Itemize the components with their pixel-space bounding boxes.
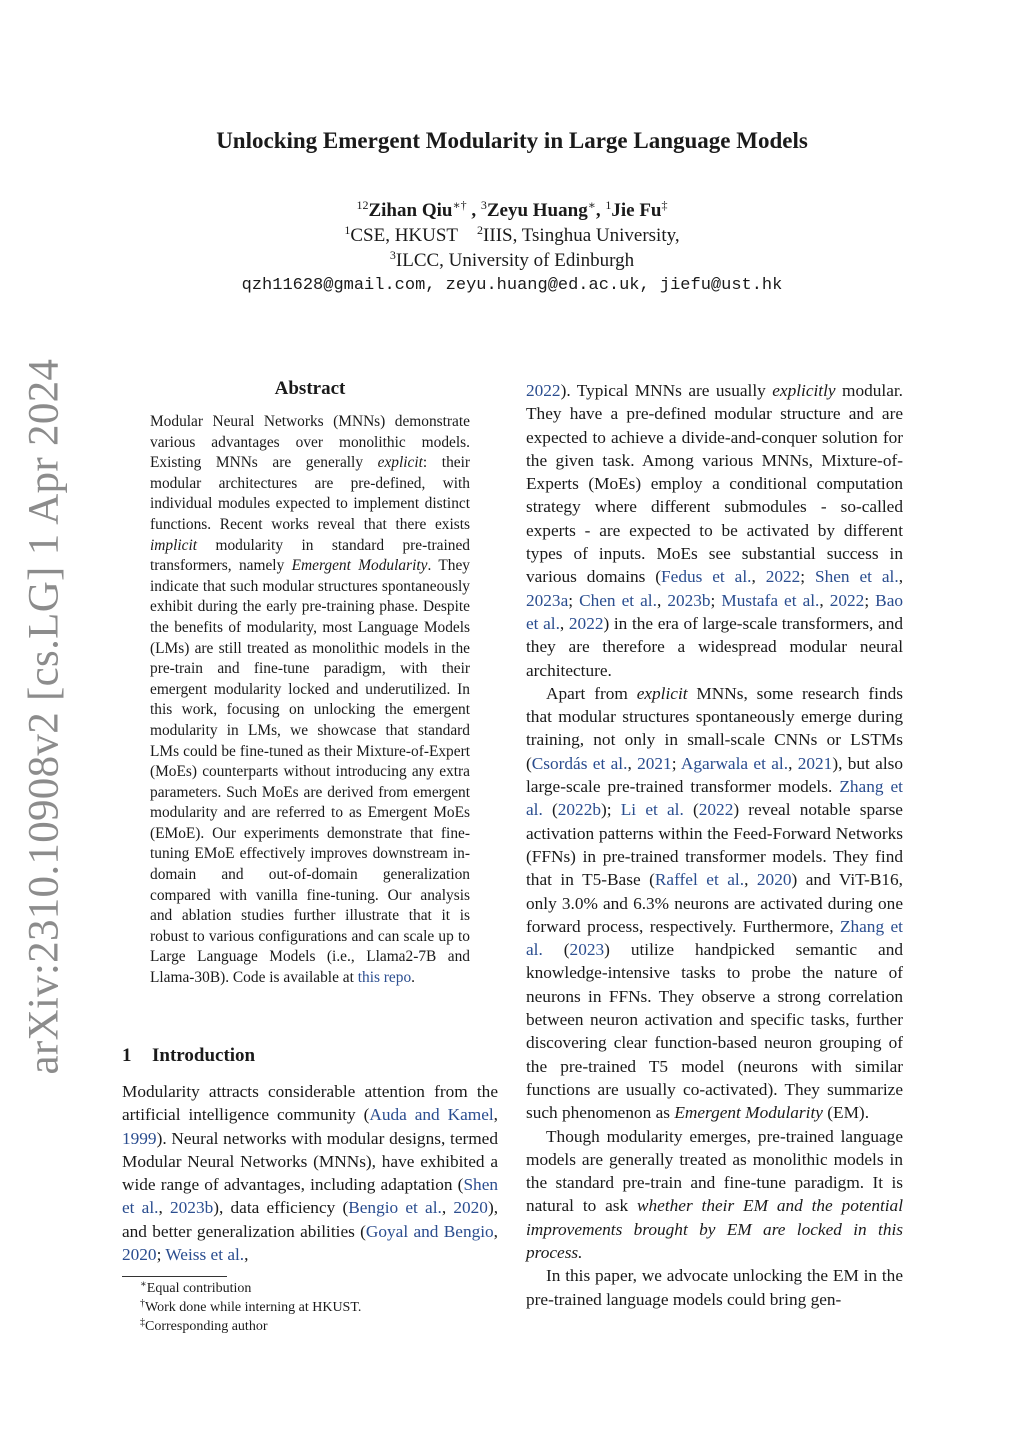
intro-paragraph-1	[122, 1080, 498, 1266]
citation-link[interactable]: Bao et al.	[526, 590, 904, 633]
text-run: ), but also large-scale pre-trained transformer models.	[526, 753, 904, 797]
text-run: ,	[493, 1221, 498, 1241]
affiliation-sup: 1	[344, 223, 351, 237]
text-run: ;	[671, 753, 681, 773]
author-separator: ,	[466, 200, 481, 221]
text-run: ), and better generalization abilities (	[122, 1198, 499, 1241]
section-number: 1	[122, 1045, 132, 1066]
text-run: ,	[788, 753, 798, 773]
citation-link[interactable]: Auda and Kamel	[369, 1105, 494, 1125]
text-run: ;	[156, 1245, 166, 1265]
section-heading-introduction	[122, 1045, 255, 1067]
footnote-equal-contribution	[140, 1279, 361, 1298]
text-run: ) in the era of large-scale transformers, and they are therefore a widespread modular neural architecture.	[526, 613, 903, 680]
footnotes	[140, 1279, 361, 1336]
arxiv-side-stamp: arXiv:2310.10908v2 [cs.LG] 1 Apr 2024	[20, 358, 68, 1075]
affiliation-sup: 3	[389, 248, 396, 262]
citation-link[interactable]: 2022	[526, 381, 561, 400]
text-run: ) utilize handpicked semantic and knowledge-intensive tasks to probe the nature of neurons in FFNs. They observe a strong correlation between neuron activation and specific tasks, further discovering clear function-based neuron grouping of the pre-trained T5 model (neurons with similar functions are usually co-activated). They summarize such phenomenon as	[526, 940, 903, 1123]
citation-link[interactable]: 2023a	[526, 590, 569, 610]
text-run: ). Neural networks with modular designs, termed Modular Neural Networks (MNNs), have exhibited a wide range of advantages, including adaptation (	[122, 1128, 498, 1195]
affiliation: CSE, HKUST	[350, 225, 459, 246]
text-run: ,	[627, 753, 638, 773]
author-emails: qzh11628@gmail.com, zeyu.huang@ed.ac.uk, jiefu@ust.hk	[241, 276, 783, 295]
text-run: ;	[568, 590, 580, 610]
author-name: Zihan Qiu	[368, 200, 453, 221]
author-name: Zeyu Huang	[486, 200, 588, 221]
citation-link[interactable]: 2023	[569, 940, 605, 960]
citation-link[interactable]: Shen et al.	[122, 1175, 498, 1218]
footnote-mark: ‡	[140, 1317, 145, 1328]
text-run: modular. They have a pre-defined modular structure and are expected to achieve a divide-and-conquer solution for the given task. Among various MNNs, Mixture-of-Experts (MoEs) employ a conditional computation strategy where different submodules - so-called experts - are expected to be activated by different types of inputs. MoEs see substantial success in various domains (	[526, 381, 903, 587]
footnote-mark: †	[140, 1298, 145, 1309]
citation-link[interactable]: 1999	[122, 1128, 157, 1148]
text-run: ,	[744, 870, 757, 890]
citation-link[interactable]: 2021	[637, 753, 672, 773]
abstract-emphasis: explicit	[377, 454, 423, 472]
author-sup: 3	[480, 198, 487, 212]
affiliation: IIIS, Tsinghua University,	[483, 225, 680, 246]
text-run: ,	[898, 567, 904, 587]
citation-link[interactable]: 2022	[829, 590, 865, 610]
citation-link[interactable]: Csordás et al.	[531, 753, 628, 773]
author-separator: ,	[595, 200, 606, 221]
paper-title: Unlocking Emergent Modularity in Large Language Models	[216, 128, 808, 153]
citation-link[interactable]: 2020	[756, 870, 792, 890]
footnote-mark: ∗	[140, 1279, 147, 1290]
text-run: ,	[559, 613, 569, 633]
affiliation-sup: 2	[477, 223, 484, 237]
text-run: Modularity attracts considerable attention from the artificial intelligence community (	[122, 1082, 498, 1125]
text-run: (	[542, 940, 570, 960]
citation-link[interactable]: 2020	[122, 1245, 157, 1265]
text-run: Though modularity emerges, pre-trained language models are generally treated as monolithic models in the standard pre-train and fine-tune paradigm. It is natural to ask	[526, 1126, 903, 1216]
text-run: ,	[441, 1198, 454, 1218]
section-title: Introduction	[152, 1045, 256, 1066]
text-emphasis: explicit	[636, 683, 688, 703]
author-name: Jie Fu	[611, 200, 662, 221]
citation-link[interactable]: Goyal and Bengio	[365, 1221, 494, 1241]
footnote-text: Equal contribution	[146, 1281, 252, 1296]
citation-link[interactable]: Zhang et al.	[526, 777, 903, 820]
text-emphasis: whether their EM and the potential improvements brought by EM are locked in this process.	[526, 1196, 904, 1262]
text-run: ,	[493, 1105, 498, 1125]
citation-link[interactable]: 2023b	[667, 590, 711, 610]
code-repo-link[interactable]: this repo	[357, 969, 412, 987]
text-emphasis: explicitly	[772, 381, 836, 400]
citation-link[interactable]: Zhang et al.	[526, 916, 903, 960]
text-run: ,	[751, 567, 766, 587]
citation-link[interactable]: Agarwala et al.	[680, 753, 789, 773]
footnote-rule	[122, 1276, 227, 1277]
text-run: ;	[800, 567, 815, 587]
author-mark: ∗	[587, 198, 596, 212]
citation-link[interactable]: Mustafa et al.	[721, 590, 820, 610]
citation-link[interactable]: 2022	[568, 613, 604, 633]
text-run: ,	[244, 1245, 249, 1265]
abstract-run: .	[411, 969, 416, 987]
text-run: );	[600, 800, 621, 820]
citation-link[interactable]: Bengio et al.	[348, 1198, 442, 1218]
text-run: Apart from	[546, 683, 637, 703]
author-sup: 1	[605, 198, 612, 212]
text-run: MNNs, some research finds that modular structures spontaneously emerge during training, not only in small-scale CNNs or LSTMs (	[526, 683, 903, 773]
text-run: ). Typical MNNs are usually	[560, 381, 773, 400]
citation-link[interactable]: 2021	[797, 753, 833, 773]
citation-link[interactable]: Li et al.	[620, 800, 684, 820]
text-run: ) and ViT-B16, only 3.0% and 6.3% neurons are activated during one forward process, respectively. Furthermore,	[526, 870, 903, 936]
intro-paragraph-4	[526, 1264, 903, 1311]
citation-link[interactable]: 2023b	[170, 1198, 214, 1218]
text-emphasis: Emergent Modularity	[674, 1103, 823, 1123]
citation-link[interactable]: Weiss et al.	[165, 1245, 245, 1265]
text-run: (EM).	[822, 1103, 870, 1123]
author-mark: ∗†	[452, 198, 467, 212]
right-column	[526, 379, 903, 1311]
author-sup: 12	[356, 198, 369, 212]
abstract-emphasis: Emergent Modularity	[291, 557, 428, 575]
affiliation: ILCC, University of Edinburgh	[395, 250, 635, 271]
citation-link[interactable]: 2022	[698, 800, 734, 820]
text-run: ,	[158, 1198, 171, 1218]
abstract-run: : their modular architectures are pre-defined, with individual modules expected to implement distinct functions. Recent works reveal that there exists	[150, 454, 470, 533]
intro-paragraph-1-cont	[526, 379, 903, 682]
abstract-run: Modular Neural Networks (MNNs) demonstrate various advantages over monolithic models. Existing MNNs are generally	[150, 413, 470, 472]
affiliation-line	[0, 248, 1024, 273]
citation-link[interactable]: Shen et al.	[815, 567, 899, 587]
text-run: ,	[656, 590, 668, 610]
affiliation-line	[0, 223, 1024, 248]
abstract-emphasis: implicit	[150, 536, 198, 554]
citation-link[interactable]: Fedus et al.	[661, 567, 752, 587]
text-run: ), data efficiency (	[213, 1198, 349, 1218]
intro-paragraph-2	[526, 682, 903, 1125]
footnote-internship	[140, 1298, 361, 1317]
author-mark: ‡	[661, 198, 668, 212]
citation-link[interactable]: 2020	[453, 1198, 488, 1218]
author-names	[0, 198, 1024, 223]
citation-link[interactable]: Chen et al.	[579, 590, 657, 610]
citation-link[interactable]: 2022b	[557, 800, 601, 820]
text-run: In this paper, we advocate unlocking the EM in the pre-trained language models could bring gen-	[526, 1266, 903, 1309]
abstract-heading: Abstract	[274, 378, 346, 399]
author-block	[0, 198, 1024, 298]
text-run: ;	[864, 590, 876, 610]
citation-link[interactable]: 2022	[765, 567, 801, 587]
text-run: ,	[819, 590, 830, 610]
footnote-text: Work done while interning at HKUST.	[145, 1300, 362, 1315]
text-run: ;	[710, 590, 722, 610]
abstract-run: . They indicate that such modular structures spontaneously exhibit during the early pre-training phase. Despite the benefits of modularity, most Language Models (LMs) are still treated as monolithic models in the pre-train and fine-tune paradigm, with their emergent modularity locked and underutilized. In this work, focusing on unlocking the emergent modularity in LMs, we showcase that standard LMs could be fine-tuned as their Mixture-of-Expert (MoEs) counterparts without introducing any extra parameters. Such MoEs are derived from emergent modularity and are referred to as Emergent MoEs (EMoE). Our experiments demonstrate that fine-tuning EMoE effectively improves downstream in-domain and out-of-domain generalization compared with vanilla fine-tuning. Our analysis and ablation studies further illustrate that it is robust to various configurations and can scale up to Large Language Models (i.e., Llama2-7B and Llama-30B). Code is available at	[150, 557, 470, 987]
text-run: ) reveal notable sparse activation patterns within the Feed-Forward Networks (FFNs) in pre-trained transformer models. They find that in T5-Base (	[526, 800, 903, 890]
footnote-text: Corresponding author	[145, 1319, 268, 1334]
intro-paragraph-3	[526, 1125, 903, 1265]
abstract-run: modularity in standard pre-trained transformers, namely	[150, 536, 470, 575]
text-run: (	[542, 800, 558, 820]
citation-link[interactable]: Raffel et al.	[654, 870, 745, 890]
footnote-corresponding	[140, 1317, 361, 1336]
abstract-text	[150, 412, 470, 989]
text-run: (	[683, 800, 699, 820]
